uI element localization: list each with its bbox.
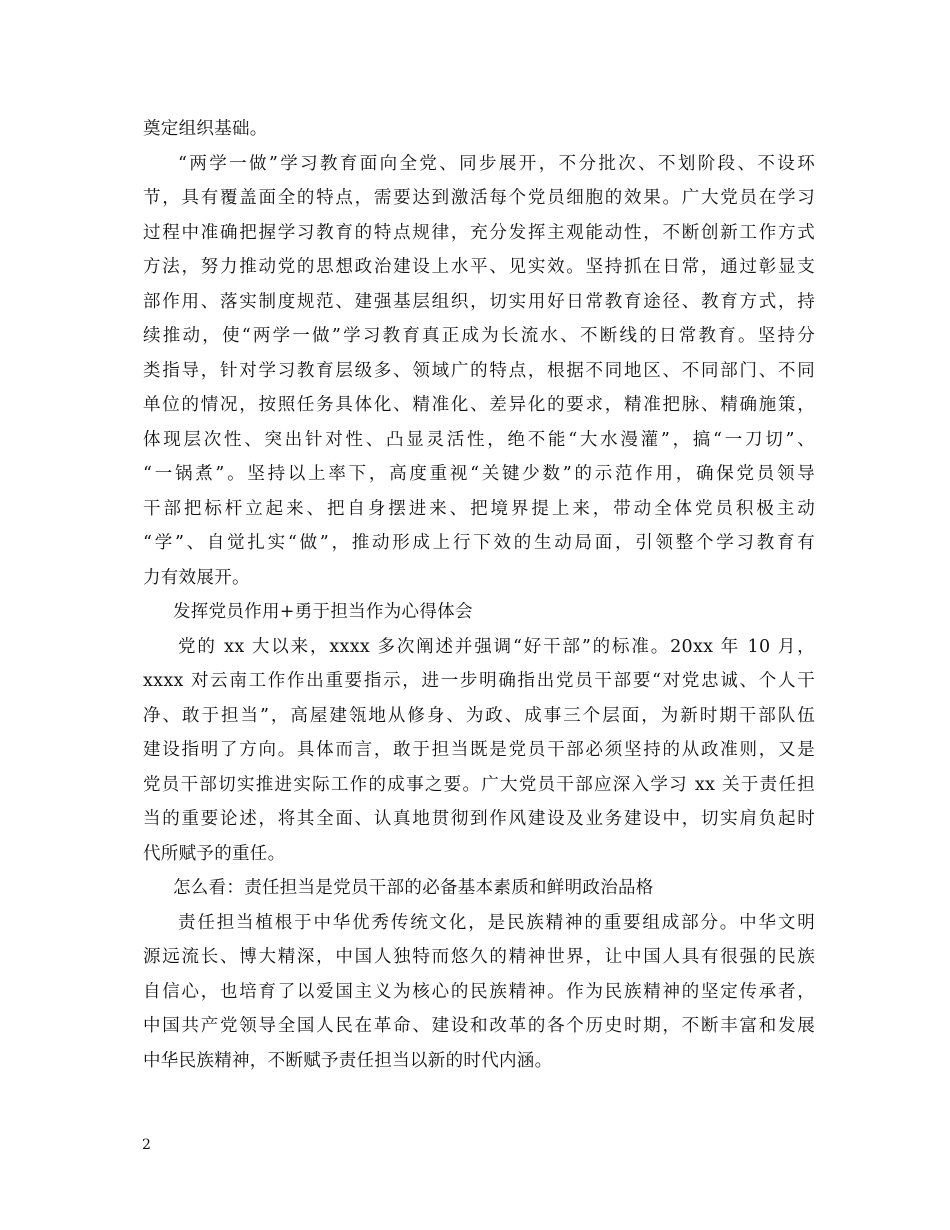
text-line: 自信心，也培育了以爱国主义为核心的民族精神。作为民族精神的坚定传承者， [143,981,815,1002]
text-line: 干部把标杆立起来、把自身摆进来、把境界提上来，带动全体党员积极主动 [143,498,815,519]
text-line: 源远流长、博大精深，中国人独特而悠久的精神世界，让中国人具有很强的民族 [143,947,815,967]
text-line: 单位的情况，按照任务具体化、精准化、差异化的要求，精准把脉、精确施策， [143,395,815,415]
text-line: “学”、自觉扎实“做”，推动形成上行下效的生动局面，引领整个学习教育有 [143,533,815,553]
section-heading: 怎么看：责任担当是党员干部的必备基本素质和鲜明政治品格 [173,878,654,898]
text-line: 建设指明了方向。具体而言，敢于担当既是党员干部必须坚持的从政准则，又是 [143,740,815,760]
section-heading: 发挥党员作用+勇于担当作为心得体会 [173,602,473,622]
text-line: “一锅煮”。坚持以上率下，高度重视“关键少数”的示范作用，确保党员领导 [143,464,815,484]
text-line: 类指导，针对学习教育层级多、领域广的特点，根据不同地区、不同部门、不同 [143,360,815,381]
text-line: 力有效展开。 [143,567,250,588]
text-line: 党员干部切实推进实际工作的成事之要。广大党员干部应深入学习 xx 关于责任担 [143,774,815,795]
text-line: 部作用、落实制度规范、建强基层组织，切实用好日常教育途径、教育方式，持 [143,291,815,312]
text-line: 党的 xx 大以来，xxxx 多次阐述并强调“好干部”的标准。20xx 年 10 月， [178,636,815,657]
text-line: 净、敢于担当”，高屋建瓴地从修身、为政、成事三个层面，为新时期干部队伍 [143,705,815,726]
text-line: xxxx 对云南工作作出重要指示，进一步明确指出党员干部要“对党忠诚、个人干 [143,671,815,691]
text-line: 续推动，使“两学一做”学习教育真正成为长流水、不断线的日常教育。坚持分 [143,326,815,346]
text-line: 过程中准确把握学习教育的特点规律，充分发挥主观能动性，不断创新工作方式 [143,222,815,243]
text-line: 体现层次性、突出针对性、凸显灵活性，绝不能“大水漫灌”，搞“一刀切”、 [143,429,815,450]
text-line: 中国共产党领导全国人民在革命、建设和改革的各个历史时期，不断丰富和发展 [143,1016,815,1036]
text-line: 当的重要论述，将其全面、认真地贯彻到作风建设及业务建设中，切实肩负起时 [143,809,815,829]
text-line: “两学一做”学习教育面向全党、同步展开，不分批次、不划阶段、不设环 [178,153,815,174]
text-line: 代所赋予的重任。 [143,843,286,864]
text-line: 奠定组织基础。 [143,119,268,139]
text-line: 中华民族精神，不断赋予责任担当以新的时代内涵。 [143,1050,553,1071]
page-number: 2 [142,1137,151,1153]
text-line: 责任担当植根于中华优秀传统文化，是民族精神的重要组成部分。中华文明 [178,912,815,933]
document-body [143,112,815,1078]
text-line: 节，具有覆盖面全的特点，需要达到激活每个党员细胞的效果。广大党员在学习 [143,188,815,208]
text-line: 方法，努力推动党的思想政治建设上水平、见实效。坚持抓在日常，通过彰显支 [143,257,815,277]
